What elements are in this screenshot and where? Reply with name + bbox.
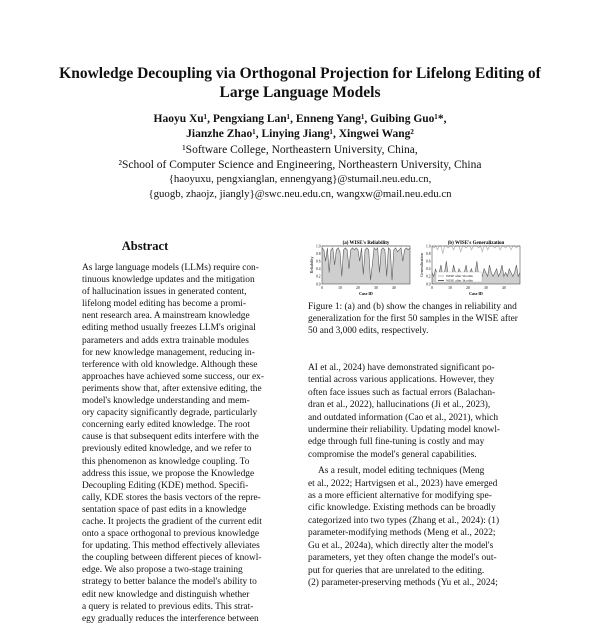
panel-a-xtick: 20	[356, 286, 360, 290]
panel-b-title: (b) WISE's Generalization	[447, 241, 505, 246]
text-line: of hallucination issues in generated content,	[82, 287, 247, 298]
text-line: onto a space orthogonal to previous knowledge	[82, 529, 260, 540]
panel-b-ytick: 0.8	[426, 251, 431, 256]
text-line: concerning early edited knowledge. The root	[82, 420, 250, 431]
figure-1	[308, 238, 528, 298]
text-line: previously edited knowledge, and we refer to	[82, 444, 252, 455]
abstract-body	[82, 262, 277, 624]
text-line: egy gradually reduces the interference between	[82, 613, 259, 624]
text-line: sentation space of past edits in a knowledge	[82, 504, 247, 515]
text-line: cific knowledge. Existing methods can be broadly	[308, 503, 496, 514]
text-line: 50 and 3,000 edits, respectively.	[308, 326, 429, 337]
panel-a-area-3k	[322, 248, 410, 284]
text-line: cache. It projects the gradient of the current edit	[82, 516, 262, 527]
text-line: Decoupling Editing (KDE) method. Specifi-	[82, 480, 249, 491]
text-line: nent research area. A mainstream knowledge	[82, 311, 250, 322]
panel-a-ytick: 0.0	[316, 282, 321, 287]
text-line: this phenomenon as knowledge coupling. To	[82, 456, 250, 467]
panel-a-xtick: 40	[392, 286, 396, 290]
email-line-2: {guogb, zhaojz, jiangly}@swc.neu.edu.cn, wangxw@mail.neu.edu.cn	[148, 187, 452, 200]
panel-a-ytick: 0.6	[316, 259, 321, 264]
text-line: editing method usually freezes LLM's original	[82, 323, 256, 334]
text-line: address this issue, we propose the Knowledge	[82, 468, 255, 479]
panel-b-ytick: 0.4	[426, 267, 431, 272]
paper-title-line: Knowledge Decoupling via Orthogonal Projection for Lifelong Editing of	[59, 65, 541, 82]
panel-b-ytick: 0.0	[426, 282, 431, 287]
panel-a-ytick: 0.4	[316, 267, 321, 272]
panel-b-ylabel: Generalization	[419, 253, 424, 277]
affiliations	[0, 143, 600, 201]
panel-b-ytick: 1.0	[426, 244, 431, 249]
text-line: a query is related to previous edits. This strat-	[82, 601, 254, 612]
text-line: AI et al., 2024) have demonstrated significant po-	[308, 363, 495, 373]
body-text	[308, 362, 530, 600]
text-line: tential across various applications. However, they	[308, 375, 495, 386]
text-line: put for queries that are unrelated to the editing.	[308, 565, 485, 576]
text-line: often face issues such as factual errors (Balachan-	[308, 387, 496, 398]
text-line: edge. We also propose a two-stage training	[82, 565, 243, 576]
text-line: edge through full fine-tuning is costly and may	[308, 437, 485, 448]
text-line: lifelong model editing has become a promi-	[82, 299, 247, 310]
panel-b-line-50	[432, 246, 520, 254]
text-line: approaches have achieved some success, our ex-	[82, 371, 264, 382]
text-line: strategy to better balance the model's ability to	[82, 577, 257, 588]
text-line: categorized into two types (Zhang et al., 2024): (1)	[308, 515, 500, 526]
text-line: compromise the model's general capabilities.	[308, 449, 477, 460]
panel-a-ylabel: Reliability	[309, 256, 314, 274]
paper-title	[0, 64, 600, 102]
panel-b-ytick: 0.6	[426, 259, 431, 264]
panel-b-xtick: 0	[431, 286, 433, 290]
text-line: Gu et al., 2024a), which directly alter the model's	[308, 540, 494, 551]
text-line: cause is that subsequent edits interfere with the	[82, 432, 259, 443]
panel-b-xtick: 10	[448, 286, 452, 290]
text-line: the coupling between different pieces of knowl-	[82, 553, 262, 564]
text-line: tinuous knowledge updates and the mitigation	[82, 275, 255, 286]
panel-b-xtick: 30	[484, 286, 488, 290]
text-line: periments show that, after extensive editing, the	[82, 383, 262, 394]
text-line: and outdated information (Cao et al., 2021), which	[308, 412, 499, 423]
authors-line: Jianzhe Zhao¹, Linying Jiang¹, Xingwei Wang²	[186, 128, 414, 140]
text-line: et al., 2022; Hartvigsen et al., 2023) have emerged	[308, 478, 498, 489]
panel-b-ytick: 0.2	[426, 274, 431, 279]
authors-line: Haoyu Xu¹, Pengxiang Lan¹, Enneng Yang¹, Guibing Guo¹*,	[153, 113, 447, 125]
text-line: for new knowledge management, reducing in-	[82, 347, 255, 358]
text-line: As a result, model editing techniques (Meng	[318, 466, 485, 477]
panel-a-ytick: 0.2	[316, 274, 321, 279]
panel-b-xtick: 40	[502, 286, 506, 290]
text-line: parameters, yet they often change the model's out-	[308, 553, 497, 564]
panel-b-xlabel: Case ID	[469, 291, 483, 296]
text-line: edit new knowledge and distinguish whether	[82, 589, 250, 600]
panel-a-xtick: 0	[321, 286, 323, 290]
panel-a-title: (a) WISE's Reliability	[342, 241, 390, 246]
figure-1-svg	[308, 238, 528, 298]
text-line: parameters and adds extra trainable modules	[82, 335, 249, 346]
paper-title-line: Large Language Models	[219, 84, 381, 101]
text-line: parameter-modifying methods (Meng et al., 2022;	[308, 528, 496, 539]
text-line: cally, KDE stores the basis vectors of the repre-	[82, 492, 261, 503]
text-line: dran et al., 2022), hallucinations (Ji et al., 2023),	[308, 400, 491, 411]
text-line: As large language models (LLMs) require con-	[82, 263, 259, 273]
text-line: Figure 1: (a) and (b) show the changes in reliability and	[308, 302, 517, 312]
affiliation-2: ²School of Computer Science and Engineering, Northeastern University, China	[118, 158, 482, 171]
legend-label: WISE after 3k edits	[446, 278, 473, 283]
text-line: terference with old knowledge. Although these	[82, 359, 258, 370]
panel-a-ytick: 1.0	[316, 244, 321, 249]
panel-a-ytick: 0.8	[316, 251, 321, 256]
panel-a-xtick: 10	[338, 286, 342, 290]
figure-caption	[308, 301, 531, 338]
panel-a-xlabel: Case ID	[359, 291, 373, 296]
text-line: (2) parameter-preserving methods (Yu et al., 2024;	[308, 577, 498, 588]
text-line: for updating. This method effectively alleviates	[82, 541, 260, 552]
text-line: model's knowledge understanding and mem-	[82, 396, 250, 407]
email-line-1: {haoyuxu, pengxianglan, ennengyang}@stumail.neu.edu.cn,	[168, 173, 432, 185]
text-line: undermine their reliability. Updating model knowl-	[308, 425, 501, 436]
panel-a-xtick: 30	[374, 286, 378, 290]
text-line: ory capacity significantly degrade, particularly	[82, 408, 258, 419]
panel-b-xtick: 20	[466, 286, 470, 290]
legend-label: WISE after 50 edits	[446, 274, 473, 279]
text-line: generalization for the first 50 samples in the WISE after	[308, 314, 518, 325]
author-list	[0, 112, 600, 142]
abstract-heading: Abstract	[121, 239, 169, 253]
affiliation-1: ¹Software College, Northeastern University, China,	[182, 144, 418, 156]
text-line: as a more efficient alternative for modifying spe-	[308, 491, 492, 502]
